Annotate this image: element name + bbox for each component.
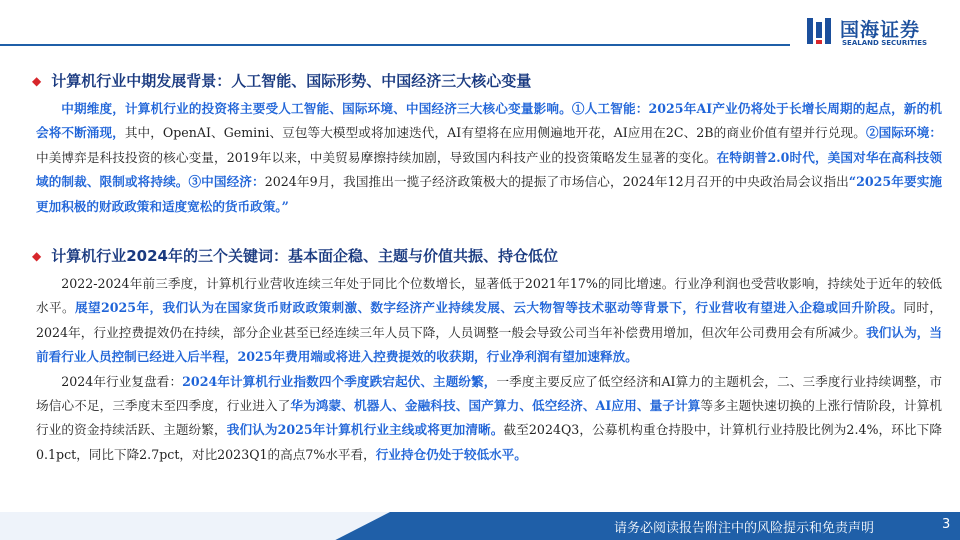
section-heading-background [32, 70, 531, 91]
footer-bar [0, 512, 960, 540]
section-body-background [36, 97, 942, 219]
diamond-icon: ◆ [32, 249, 42, 263]
footer-disclaimer: 请务必阅读报告附注中的风险提示和免责声明 [614, 521, 875, 536]
section-title: 计算机行业中期发展背景：人工智能、国际形势、中国经济三大核心变量 [51, 72, 532, 90]
logo-chinese-name: 国海证券 [840, 19, 921, 41]
header-divider [0, 44, 790, 46]
sealand-logo-icon [806, 16, 834, 46]
diamond-icon: ◆ [32, 74, 42, 88]
page-number: 3 [942, 517, 951, 532]
footer-decoration [0, 512, 390, 540]
company-logo [806, 14, 946, 54]
paragraph: 2022-2024年前三季度，计算机行业营收连续三年处于同比个位数增长，显著低于2021年17%的同比增速。行业净利润也受营收影响，持续处于近年的较低水平。展望2025年，我们认为在国家货币财政政策刺激、数字经济产业持续发展、云大物智等技术驱动等背景下，行业营收有望进入企稳或回升阶段。同时，2024年，行业控费提效仍在持续，部分企业甚至已经连续三年人员下降，人员调整一般会导致公司当年补偿费用增加，但次年公司费用会有所减少。我们认为，当前看行业人员控制已经进入后半程，2025年费用端或将进入控费提效的收获期，行业净利润有望加速释放。 [36, 276, 943, 365]
section-body-keywords [36, 272, 942, 467]
logo-english-name: SEALAND SECURITIES [842, 39, 928, 47]
section-heading-keywords [32, 245, 558, 266]
section-title: 计算机行业2024年的三个关键词：基本面企稳、主题与价值共振、持仓低位 [51, 247, 558, 265]
paragraph: 中期维度，计算机行业的投资将主要受人工智能、国际环境、中国经济三大核心变量影响。①人工智能：2025年AI产业仍将处于长增长周期的起点，新的机会将不断涌现，其中，OpenAI、Gemini、豆包等大模型或将加速迭代，AI有望将在应用侧遍地开花，AI应用在2C、2B的商业价值有望并行兑现。②国际环境：中美博弈是科技投资的核心变量，2019年以来，中美贸易摩擦持续加剧，导致国内科技产业的投资策略发生显著的变化。在特朗普2.0时代，美国对华在高科技领域的制裁、限制或将持续。③中国经济：2024年9月，我国推出一揽子经济政策极大的提振了市场信心，2024年12月召开的中央政治局会议指出“2025年要实施更加积极的财政政策和适度宽松的货币政策。” [36, 101, 943, 214]
paragraph: 2024年行业复盘看：2024年计算机行业指数四个季度跌宕起伏、主题纷繁，一季度主要反应了低空经济和AI算力的主题机会，二、三季度行业持续调整，市场信心不足，三季度末至四季度，行业进入了华为鸿蒙、机器人、金融科技、国产算力、低空经济、AI应用、量子计算等多主题快速切换的上涨行情阶段，计算机行业的资金持续活跃、主题纷繁，我们认为2025年计算机行业主线或将更加清晰。截至2024Q3，公募机构重仓持股中，计算机行业持股比例为2.4%，环比下降0.1pct，同比下降2.7pct，对比2023Q1的高点7%水平看，行业持仓仍处于较低水平。 [36, 373, 943, 462]
